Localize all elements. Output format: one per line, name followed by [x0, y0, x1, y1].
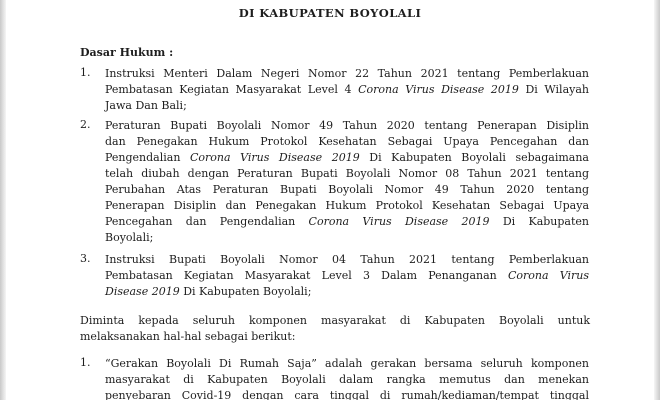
legal-basis-heading: Dasar Hukum : — [80, 46, 174, 59]
item-line: Pencegahan dan Pengendalian Corona Virus Disease 2019 Di Kabupaten — [105, 215, 589, 228]
item-line: Jawa Dan Bali; — [105, 99, 187, 112]
item-line: Boyolali; — [105, 231, 154, 244]
item-line: penyebaran Covid-19 dengan cara tinggal di rumah/kediaman/tempat tinggal — [105, 389, 589, 400]
item-line: Instruksi Menteri Dalam Negeri Nomor 22 Tahun 2021 tentang Pemberlakuan — [105, 67, 589, 80]
item-number: 1. — [80, 66, 91, 79]
item-line: Peraturan Bupati Boyolali Nomor 49 Tahun 2020 tentang Penerapan Disiplin — [105, 119, 589, 132]
item-line: dan Penegakan Hukum Protokol Kesehatan Sebagai Upaya Pencegahan dan — [105, 135, 589, 148]
page-left-shadow — [0, 0, 6, 400]
item-line: Penerapan Disiplin dan Penegakan Hukum Protokol Kesehatan Sebagai Upaya — [105, 199, 589, 212]
cut-off-previous-line — [242, 0, 432, 5]
item-number: 1. — [80, 356, 91, 369]
item-line: Disease 2019 Di Kabupaten Boyolali; — [105, 285, 312, 298]
item-number: 3. — [80, 252, 91, 265]
paragraph-line: melaksanakan hal-hal sebagai berikut: — [80, 330, 296, 343]
item-line: telah diubah dengan Peraturan Bupati Boyolali Nomor 08 Tahun 2021 tentang — [105, 167, 589, 180]
item-line: Instruksi Bupati Boyolali Nomor 04 Tahun 2021 tentang Pemberlakuan — [105, 253, 589, 266]
item-line: Pengendalian Corona Virus Disease 2019 Di Kabupaten Boyolali sebagaimana — [105, 151, 589, 164]
item-line: Pembatasan Kegiatan Masyarakat Level 4 Corona Virus Disease 2019 Di Wilayah — [105, 83, 589, 96]
item-line: Perubahan Atas Peraturan Bupati Boyolali Nomor 49 Tahun 2020 tentang — [105, 183, 589, 196]
item-line: masyarakat di Kabupaten Boyolali dalam rangka memutus dan menekan — [105, 373, 589, 386]
document-title: DI KABUPATEN BOYOLALI — [238, 6, 422, 20]
item-line: “Gerakan Boyolali Di Rumah Saja” adalah gerakan bersama seluruh komponen — [105, 357, 589, 370]
page-right-shadow — [654, 0, 660, 400]
item-number: 2. — [80, 118, 91, 131]
paragraph-line: Diminta kepada seluruh komponen masyarakat di Kabupaten Boyolali untuk — [80, 314, 590, 327]
item-line: Pembatasan Kegiatan Masyarakat Level 3 Dalam Penanganan Corona Virus — [105, 269, 589, 282]
